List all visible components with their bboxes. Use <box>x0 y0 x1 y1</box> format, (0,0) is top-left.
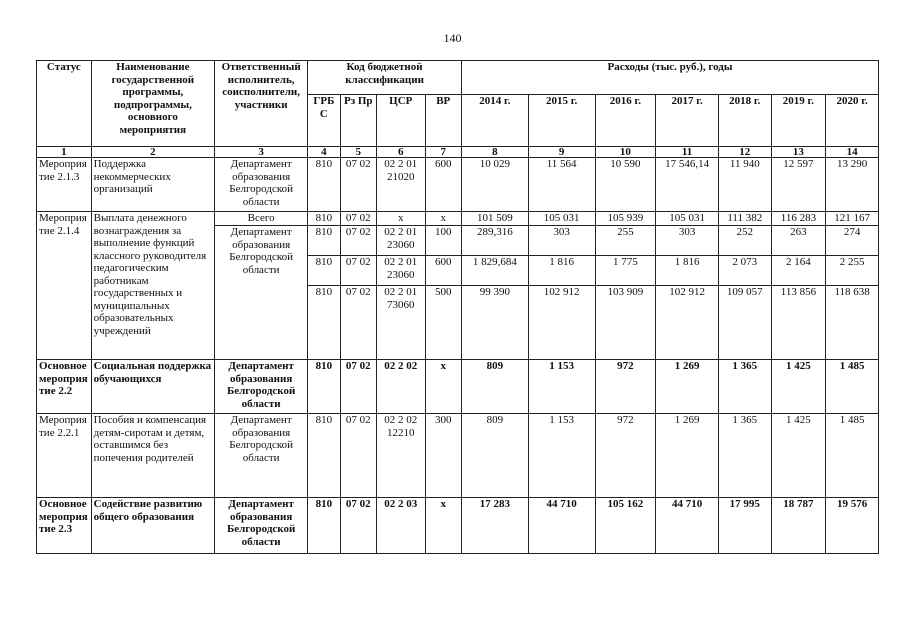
row-status: Основное мероприя тие 2.2 <box>37 360 92 414</box>
cell-rzpr: 07 02 <box>340 158 376 212</box>
cell-value: 1 153 <box>528 360 595 414</box>
cell-value: 103 909 <box>595 286 656 360</box>
cell-vr: x <box>425 498 461 554</box>
cell-value: 1 269 <box>656 414 719 498</box>
header-name: Наименование государственной программы, подпрограммы, основного мероприятия <box>91 61 214 147</box>
cell-value: 17 995 <box>718 498 771 554</box>
cell-csr: 02 2 01 21020 <box>376 158 425 212</box>
cell-vr: 100 <box>425 226 461 256</box>
table-row <box>37 158 879 212</box>
cell-value: 1 425 <box>771 414 826 498</box>
cell-rzpr: 07 02 <box>340 414 376 498</box>
cell-grbs: 810 <box>308 360 340 414</box>
cell-value: 105 031 <box>528 212 595 226</box>
cell-value: 102 912 <box>656 286 719 360</box>
header-year: 2020 г. <box>826 95 879 147</box>
header-rzpr: Рз Пр <box>340 95 376 147</box>
column-index: 12 <box>718 147 771 158</box>
row-status: Мероприя тие 2.2.1 <box>37 414 92 498</box>
cell-rzpr: 07 02 <box>340 212 376 226</box>
row-name: Выплата денежного вознаграждения за выполнение функций классного руководителя педагогическим работникам государственных и муниципальных образовательных учреждений <box>91 212 214 360</box>
page-number: 140 <box>443 31 462 45</box>
cell-value: 44 710 <box>528 498 595 554</box>
cell-value: 18 787 <box>771 498 826 554</box>
cell-vr: x <box>425 212 461 226</box>
cell-grbs: 810 <box>308 212 340 226</box>
table-row <box>37 498 879 554</box>
header-vr: ВР <box>425 95 461 147</box>
cell-value: 1 829,684 <box>461 256 528 286</box>
header-budget-code: Код бюджетной классификации <box>308 61 462 95</box>
row-responsible: Департамент образования Белгородской области <box>215 414 308 498</box>
cell-value: 109 057 <box>718 286 771 360</box>
cell-rzpr: 07 02 <box>340 498 376 554</box>
cell-value: 101 509 <box>461 212 528 226</box>
cell-vr: 500 <box>425 286 461 360</box>
header-year: 2016 г. <box>595 95 656 147</box>
row-responsible: Департамент образования Белгородской области <box>215 226 308 360</box>
column-index-row <box>37 147 879 158</box>
row-name: Содействие развитию общего образования <box>91 498 214 554</box>
cell-value: 12 597 <box>771 158 826 212</box>
cell-value: 252 <box>718 226 771 256</box>
cell-value: 10 590 <box>595 158 656 212</box>
header-status: Статус <box>37 61 92 147</box>
cell-value: 111 382 <box>718 212 771 226</box>
cell-value: 289,316 <box>461 226 528 256</box>
table-row <box>37 360 879 414</box>
cell-rzpr: 07 02 <box>340 256 376 286</box>
header-year: 2018 г. <box>718 95 771 147</box>
cell-value: 105 939 <box>595 212 656 226</box>
cell-csr: x <box>376 212 425 226</box>
cell-value: 102 912 <box>528 286 595 360</box>
cell-value: 1 269 <box>656 360 719 414</box>
header-responsible: Ответственный исполнитель, соисполнители, участники <box>215 61 308 147</box>
cell-value: 809 <box>461 414 528 498</box>
cell-value: 274 <box>826 226 879 256</box>
budget-table <box>36 60 879 554</box>
header-row-top <box>37 61 879 95</box>
cell-csr: 02 2 02 12210 <box>376 414 425 498</box>
cell-grbs: 810 <box>308 286 340 360</box>
cell-vr: 600 <box>425 256 461 286</box>
cell-value: 44 710 <box>656 498 719 554</box>
header-grbs: ГРБ С <box>308 95 340 147</box>
row-name: Социальная поддержка обучающихся <box>91 360 214 414</box>
column-index: 1 <box>37 147 92 158</box>
cell-value: 113 856 <box>771 286 826 360</box>
cell-csr: 02 2 02 <box>376 360 425 414</box>
cell-value: 11 564 <box>528 158 595 212</box>
cell-value: 809 <box>461 360 528 414</box>
cell-csr: 02 2 01 23060 <box>376 226 425 256</box>
cell-value: 1 365 <box>718 360 771 414</box>
column-index: 8 <box>461 147 528 158</box>
cell-value: 13 290 <box>826 158 879 212</box>
cell-grbs: 810 <box>308 256 340 286</box>
cell-value: 1 816 <box>656 256 719 286</box>
column-index: 5 <box>340 147 376 158</box>
cell-value: 118 638 <box>826 286 879 360</box>
row-name: Поддержка некоммерческих организаций <box>91 158 214 212</box>
row-status: Мероприя тие 2.1.3 <box>37 158 92 212</box>
cell-value: 972 <box>595 414 656 498</box>
row-responsible-total: Всего <box>215 212 308 226</box>
cell-value: 2 164 <box>771 256 826 286</box>
row-name: Пособия и компенсация детям-сиротам и детям, оставшимся без попечения родителей <box>91 414 214 498</box>
cell-grbs: 810 <box>308 498 340 554</box>
cell-value: 121 167 <box>826 212 879 226</box>
cell-value: 1 425 <box>771 360 826 414</box>
cell-grbs: 810 <box>308 414 340 498</box>
column-index: 6 <box>376 147 425 158</box>
cell-value: 303 <box>528 226 595 256</box>
header-year: 2015 г. <box>528 95 595 147</box>
column-index: 2 <box>91 147 214 158</box>
table-row <box>37 212 879 226</box>
column-index: 14 <box>826 147 879 158</box>
header-csr: ЦСР <box>376 95 425 147</box>
cell-vr: 600 <box>425 158 461 212</box>
header-year: 2017 г. <box>656 95 719 147</box>
row-responsible: Департамент образования Белгородской области <box>215 498 308 554</box>
cell-value: 17 546,14 <box>656 158 719 212</box>
cell-value: 105 162 <box>595 498 656 554</box>
cell-value: 1 365 <box>718 414 771 498</box>
cell-value: 2 255 <box>826 256 879 286</box>
cell-value: 11 940 <box>718 158 771 212</box>
cell-value: 17 283 <box>461 498 528 554</box>
cell-value: 1 775 <box>595 256 656 286</box>
header-year: 2014 г. <box>461 95 528 147</box>
cell-value: 10 029 <box>461 158 528 212</box>
cell-grbs: 810 <box>308 226 340 256</box>
cell-value: 255 <box>595 226 656 256</box>
cell-value: 116 283 <box>771 212 826 226</box>
cell-value: 1 816 <box>528 256 595 286</box>
header-year: 2019 г. <box>771 95 826 147</box>
cell-value: 1 485 <box>826 360 879 414</box>
cell-value: 263 <box>771 226 826 256</box>
cell-rzpr: 07 02 <box>340 286 376 360</box>
column-index: 7 <box>425 147 461 158</box>
cell-rzpr: 07 02 <box>340 360 376 414</box>
row-status: Мероприя тие 2.1.4 <box>37 212 92 360</box>
row-responsible: Департамент образования Белгородской области <box>215 158 308 212</box>
cell-vr: x <box>425 360 461 414</box>
column-index: 10 <box>595 147 656 158</box>
header-expenses: Расходы (тыс. руб.), годы <box>461 61 878 95</box>
cell-value: 2 073 <box>718 256 771 286</box>
column-index: 13 <box>771 147 826 158</box>
cell-csr: 02 2 03 <box>376 498 425 554</box>
cell-value: 972 <box>595 360 656 414</box>
column-index: 9 <box>528 147 595 158</box>
row-responsible: Департамент образования Белгородской области <box>215 360 308 414</box>
cell-csr: 02 2 01 23060 <box>376 256 425 286</box>
cell-value: 105 031 <box>656 212 719 226</box>
cell-grbs: 810 <box>308 158 340 212</box>
cell-rzpr: 07 02 <box>340 226 376 256</box>
column-index: 4 <box>308 147 340 158</box>
table-row <box>37 414 879 498</box>
column-index: 11 <box>656 147 719 158</box>
cell-vr: 300 <box>425 414 461 498</box>
cell-value: 1 153 <box>528 414 595 498</box>
cell-value: 19 576 <box>826 498 879 554</box>
cell-value: 99 390 <box>461 286 528 360</box>
row-status: Основное мероприя тие 2.3 <box>37 498 92 554</box>
column-index: 3 <box>215 147 308 158</box>
cell-csr: 02 2 01 73060 <box>376 286 425 360</box>
cell-value: 1 485 <box>826 414 879 498</box>
cell-value: 303 <box>656 226 719 256</box>
